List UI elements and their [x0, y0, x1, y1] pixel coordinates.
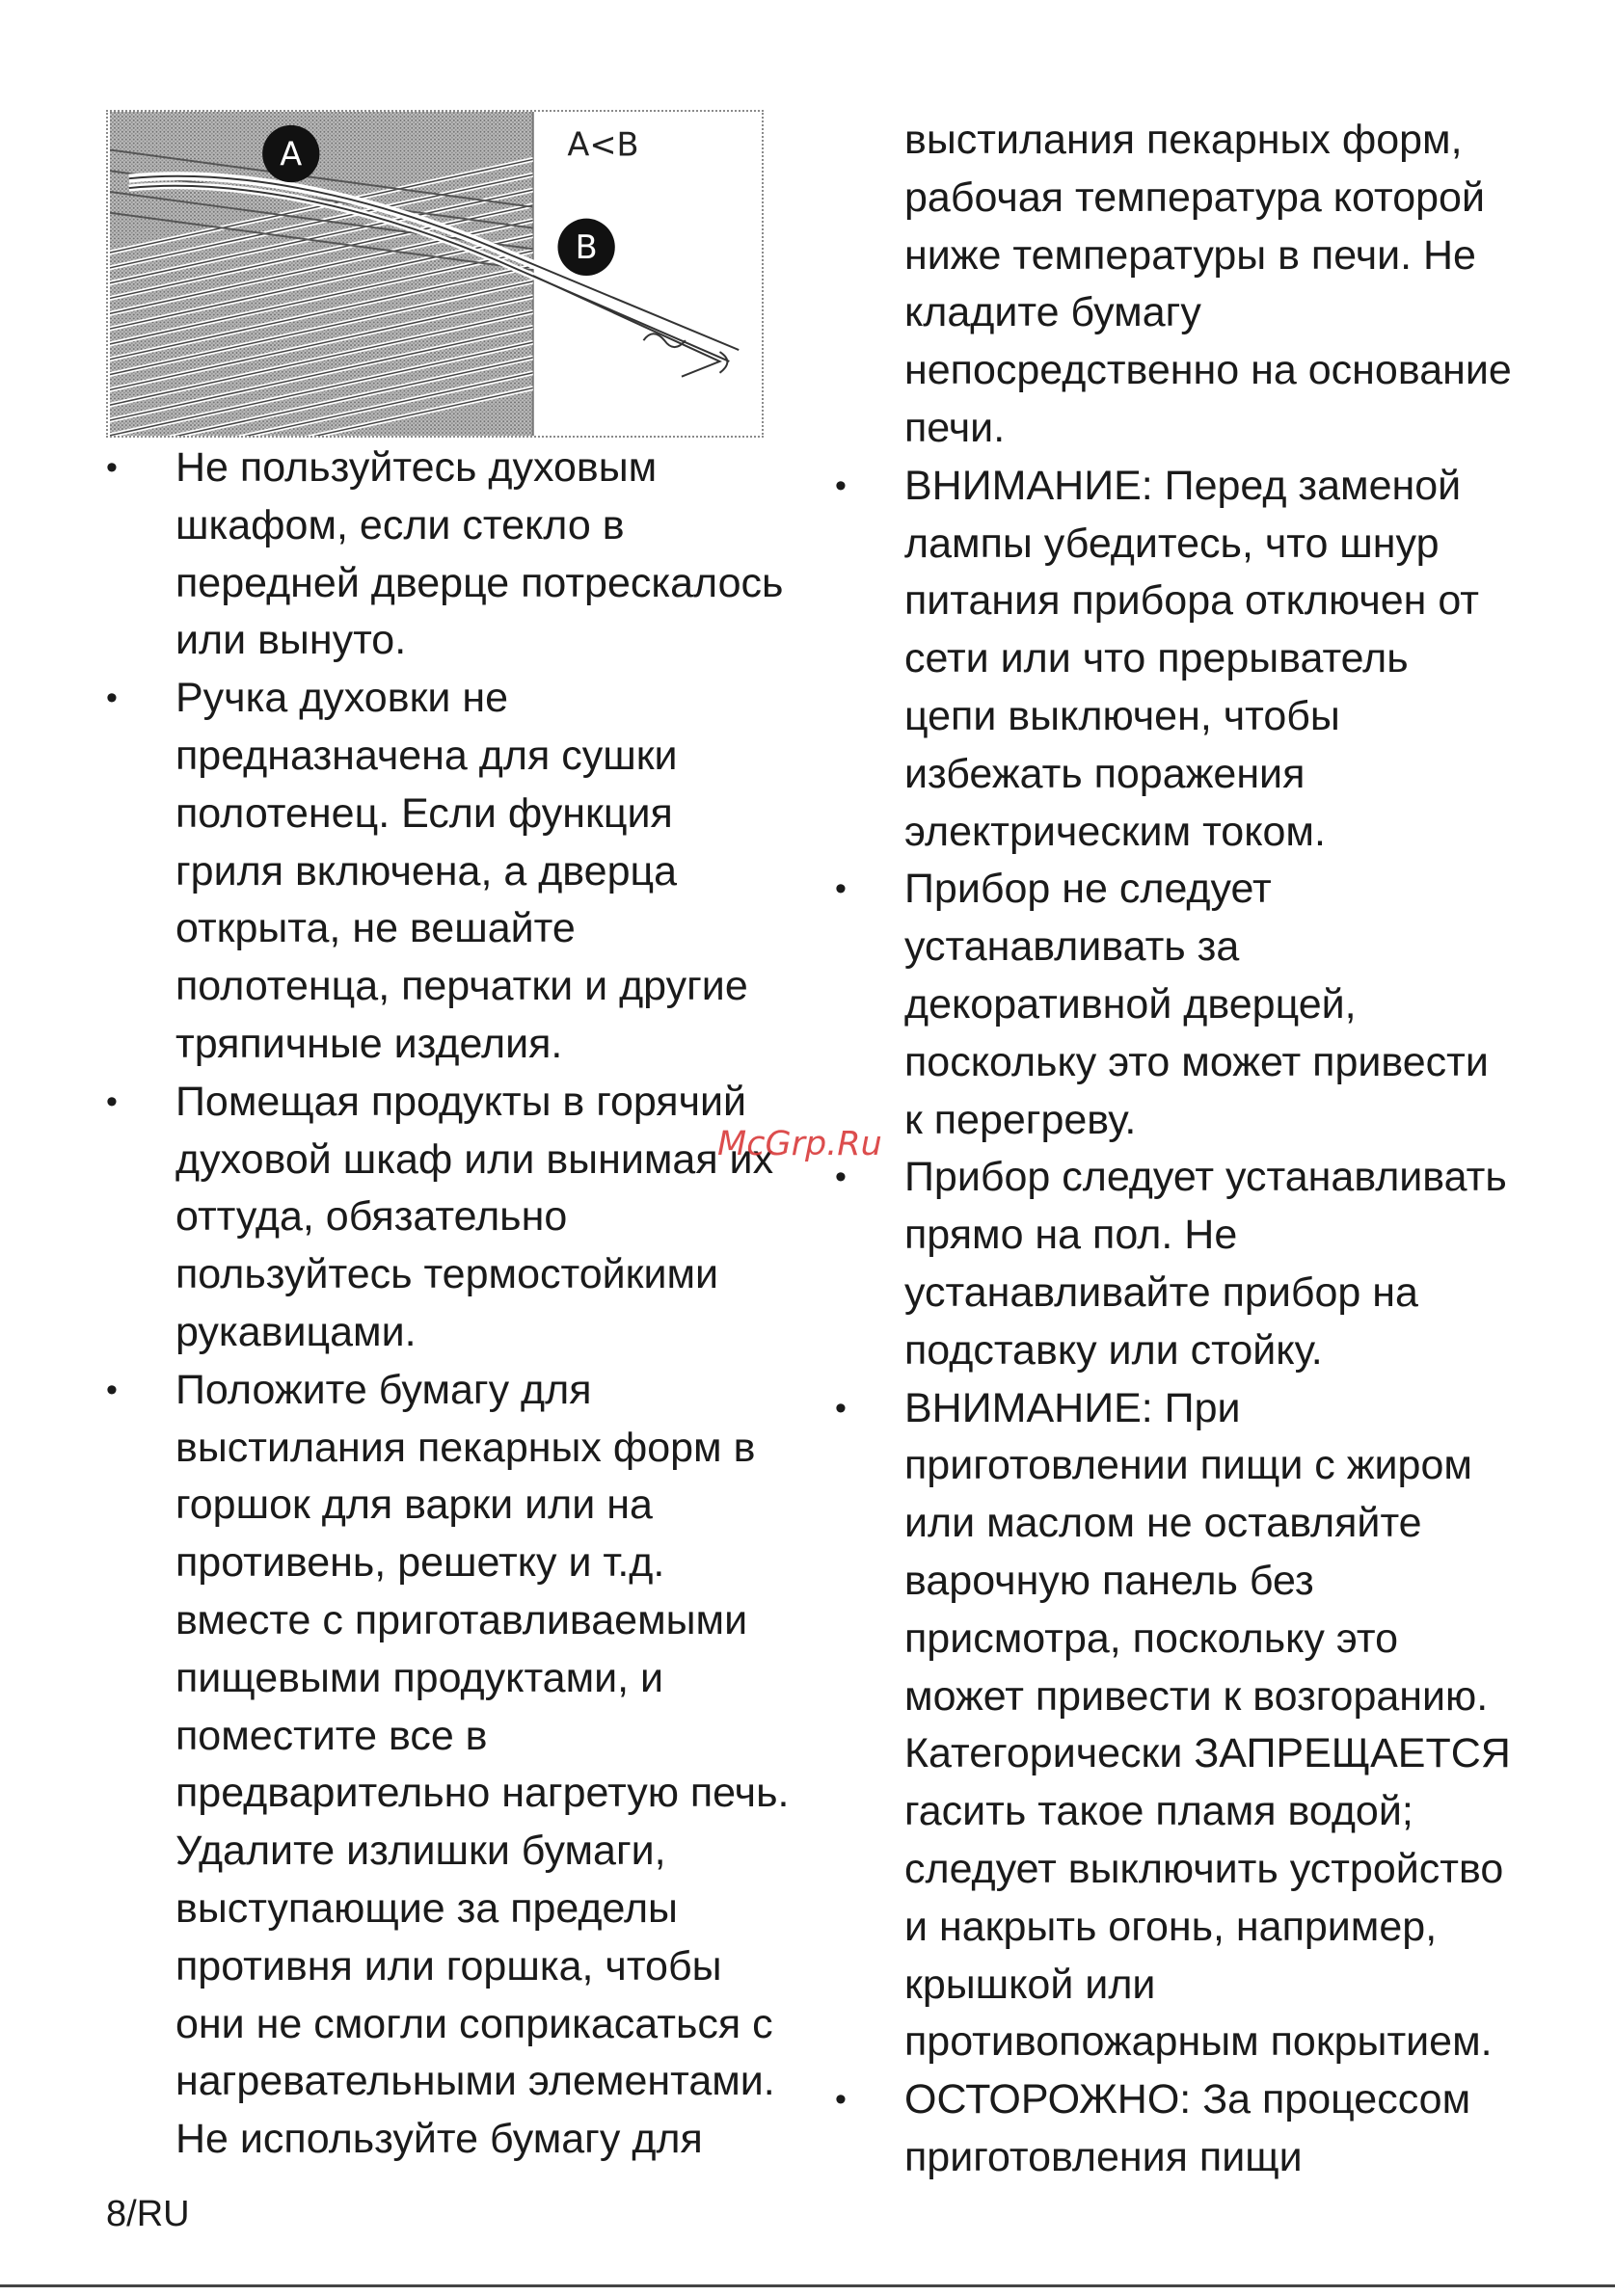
text-line: Удалите излишки бумаги, — [175, 1828, 666, 1875]
page-number: 8/RU — [106, 2194, 190, 2234]
text-line: рукавицами. — [175, 1308, 417, 1355]
figure-caption: A<B — [567, 125, 639, 164]
text-line: • ВНИМАНИЕ: При — [904, 1384, 1241, 1431]
watermark: McGrp.Ru — [717, 1125, 882, 1163]
text-line: цепи выключен, чтобы — [904, 692, 1340, 739]
text-line: нагревательными элементами. — [175, 2058, 775, 2105]
bullet-item — [106, 1074, 810, 1362]
text-line: крышкой или — [904, 1961, 1156, 2008]
text-line: поскольку это может привести — [904, 1038, 1489, 1085]
text-line: оттуда, обязательно — [175, 1193, 568, 1241]
text-line: и накрыть огонь, например, — [904, 1903, 1438, 1950]
text-line: предварительно нагретую печь. — [175, 1770, 790, 1817]
marker-a-label: A — [280, 135, 303, 174]
text-line: питания прибора отключен от — [904, 577, 1479, 625]
text-line: Не используйте бумагу для — [175, 2116, 703, 2163]
text-line: избежать поражения — [904, 750, 1305, 797]
text-line: варочную панель без — [904, 1557, 1314, 1604]
bullet-item — [106, 1362, 810, 2169]
text-line: декоративной дверцей, — [904, 980, 1357, 1028]
text-line: к перегреву. — [904, 1096, 1137, 1143]
text-line: • Не пользуйтесь духовым — [175, 444, 658, 491]
text-line: непосредственно на основание — [904, 347, 1512, 394]
left-bullet-list — [106, 440, 810, 2169]
bullet-item — [835, 861, 1548, 1149]
text-line: они не смогли соприкасаться с — [175, 2000, 773, 2047]
right-column — [835, 112, 1548, 2187]
text-line: • Помещая продукты в горячий — [175, 1078, 747, 1125]
oven-rack-illustration — [106, 110, 764, 438]
text-line: устанавливайте прибор на — [904, 1268, 1418, 1316]
bullet-item — [835, 1149, 1548, 1379]
text-line: ниже температуры в печи. Не — [904, 231, 1476, 279]
text-line: противня или горшка, чтобы — [175, 1942, 722, 1989]
text-line: открыта, не вешайте — [175, 905, 576, 952]
text-line: Категорически ЗАПРЕЩАЕТСЯ — [904, 1730, 1511, 1777]
text-line: гасить такое пламя водой; — [904, 1788, 1413, 1835]
text-line: лампы убедитесь, что шнур — [904, 520, 1440, 567]
bullet-item — [835, 2071, 1548, 2187]
text-line: присмотра, поскольку это — [904, 1615, 1398, 1662]
text-line: вместе с приготавливаемыми — [175, 1596, 748, 1643]
text-line: приготовлении пищи с жиром — [904, 1442, 1472, 1489]
text-line: • Прибор не следует — [904, 866, 1272, 913]
text-line: следует выключить устройство — [904, 1845, 1504, 1892]
text-line: прямо на пол. Не — [904, 1212, 1238, 1259]
text-line: сети или что прерыватель — [904, 635, 1409, 682]
text-line: полотенец. Если функция — [175, 789, 673, 837]
text-line: передней дверце потрескалось — [175, 559, 784, 606]
text-line: выступающие за пределы — [175, 1884, 678, 1932]
text-line: приготовления пищи — [904, 2133, 1303, 2180]
bottom-rule — [0, 2284, 1615, 2287]
text-line: печи. — [904, 404, 1006, 451]
continued-paragraph — [835, 112, 1548, 458]
bullet-item — [106, 440, 810, 670]
bullet-item — [835, 458, 1548, 862]
text-line: рабочая температура которой — [904, 174, 1485, 221]
text-line: • Ручка духовки не — [175, 675, 509, 722]
text-line: выстилания пекарных форм, — [904, 117, 1463, 163]
text-line: духовой шкаф или вынимая их — [175, 1135, 774, 1183]
text-line: кладите бумагу — [904, 289, 1201, 336]
text-line: или маслом не оставляйте — [904, 1500, 1422, 1547]
text-line: • Прибор следует устанавливать — [904, 1154, 1507, 1201]
text-line: поместите все в — [175, 1712, 488, 1759]
text-line: пищевыми продуктами, и — [175, 1654, 664, 1701]
text-line: пользуйтесь термостойкими — [175, 1251, 719, 1298]
text-line: противень, решетку и т.д. — [175, 1539, 665, 1587]
text-line: шкафом, если стекло в — [175, 501, 625, 548]
text-line: полотенца, перчатки и другие — [175, 963, 748, 1010]
text-line: противопожарным покрытием. — [904, 2018, 1493, 2066]
text-line: предназначена для сушки — [175, 732, 678, 779]
text-line: • ОСТОРОЖНО: За процессом — [904, 2076, 1471, 2123]
left-column — [106, 440, 810, 2169]
text-line: • Положите бумагу для — [175, 1366, 592, 1413]
text-line: горшок для варки или на — [175, 1482, 653, 1529]
text-line: гриля включена, а дверца — [175, 847, 678, 894]
text-line: выстилания пекарных форм в — [175, 1424, 756, 1471]
text-line: устанавливать за — [904, 923, 1240, 971]
bullet-item — [835, 1380, 1548, 2072]
text-line: подставку или стойку. — [904, 1326, 1323, 1374]
text-line: • ВНИМАНИЕ: Перед заменой — [904, 462, 1462, 509]
text-line: тряпичные изделия. — [175, 1020, 563, 1067]
right-bullet-list — [835, 458, 1548, 2187]
marker-a — [262, 125, 319, 182]
marker-b — [557, 219, 614, 276]
marker-b-label: B — [575, 228, 598, 267]
text-line: может привести к возгоранию. — [904, 1672, 1489, 1720]
bullet-item — [106, 670, 810, 1074]
text-line: электрическим током. — [904, 808, 1326, 855]
text-line: или вынуто. — [175, 617, 407, 664]
